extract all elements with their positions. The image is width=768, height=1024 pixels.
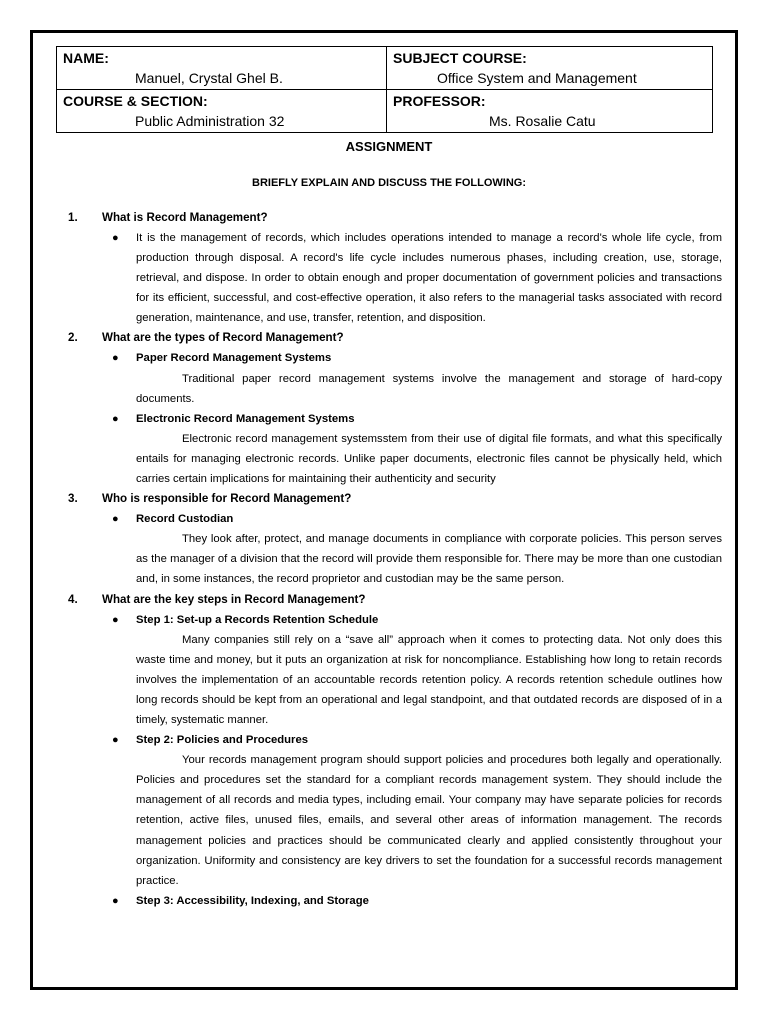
question-number: 3. xyxy=(68,492,78,506)
course-label: COURSE & SECTION: xyxy=(63,93,208,109)
answer-heading: Step 3: Accessibility, Indexing, and Storage xyxy=(136,894,369,907)
answer-heading: Record Custodian xyxy=(136,513,234,526)
name-value: Manuel, Crystal Ghel B. xyxy=(135,70,283,86)
answer-heading: Electronic Record Management Systems xyxy=(136,412,355,425)
answer-text: It is the management of records, which includes operations intended to manage a record's whole life cycle, from production through disposal. A record's life cycle includes numerous phases, including creation, use, storage, retrieval, and dispose. In order to obtain enough and proper documentation of government policies and transactions for its efficient, successful, and cost-effective operation, it also refers to the managerial tasks associated with record generation, maintenance, and use, transfer, retention, and disposition. xyxy=(136,232,722,325)
question-2 xyxy=(56,328,722,348)
assignment-content xyxy=(56,136,722,911)
answer-heading: Step 2: Policies and Procedures xyxy=(136,734,309,747)
bullet-icon: ● xyxy=(112,513,119,526)
answer-text: Traditional paper record management systems involve the management and storage of hard-copy documents. xyxy=(136,372,722,405)
student-info-table xyxy=(56,46,713,133)
bullet-icon: ● xyxy=(112,412,119,425)
bullet-icon: ● xyxy=(112,894,119,907)
question-text: What are the key steps in Record Management? xyxy=(102,592,366,606)
professor-value: Ms. Rosalie Catu xyxy=(489,113,596,129)
list-item xyxy=(112,228,722,328)
answer-heading: Step 1: Set-up a Records Retention Schedule xyxy=(136,613,379,626)
question-3 xyxy=(56,489,722,509)
list-item xyxy=(112,891,722,911)
course-cell xyxy=(57,90,387,133)
subject-value: Office System and Management xyxy=(437,70,637,86)
list-item xyxy=(112,409,722,489)
list-item xyxy=(112,348,722,408)
answer-heading: Paper Record Management Systems xyxy=(136,352,332,365)
answer-text: Your records management program should support policies and procedures both legally and operationally. Policies and procedures set the standard for a compliant records management system. They should include the management of all records and media types, including email. Your company may have separate policies for records retention, active files, unused files, emails, and several other areas of information management. The records management policies and practices should be communicated clearly and applied consistently throughout your organization. Uniformity and consistency are key drivers to set the foundation for a successful records management practice. xyxy=(136,754,722,887)
professor-label: PROFESSOR: xyxy=(393,93,486,109)
question-1 xyxy=(56,208,722,228)
answer-text: Electronic record management systemsstem from their use of digital file formats, and what this specifically entails for managing electronic records. Unlike paper documents, electronic files cannot be physically held, which carries certain implications for maintaining their authenticity and security xyxy=(136,432,722,486)
answer-text: Many companies still rely on a “save all” approach when it comes to protecting data. Not only does this waste time and money, but it puts an organization at risk for noncompliance. Establishing how long to retain records involves the implementation of an accountable records retention policy. A records retention schedule outlines how long records should be kept from an operational and legal standpoint, and that outdated records are disposed of in a timely, systematic manner. xyxy=(136,633,722,726)
subject-cell xyxy=(387,47,713,90)
name-label: NAME: xyxy=(63,50,109,66)
bullet-icon: ● xyxy=(112,232,119,244)
page-title: ASSIGNMENT xyxy=(345,139,433,154)
course-value: Public Administration 32 xyxy=(135,113,285,129)
instructions: BRIEFLY EXPLAIN AND DISCUSS THE FOLLOWING: xyxy=(252,177,526,189)
name-cell xyxy=(57,47,387,90)
bullet-icon: ● xyxy=(112,734,119,747)
subject-label: SUBJECT COURSE: xyxy=(393,50,527,66)
bullet-icon: ● xyxy=(112,613,119,626)
question-number: 2. xyxy=(68,331,78,345)
question-4 xyxy=(56,590,722,610)
professor-cell xyxy=(387,90,713,133)
question-text: Who is responsible for Record Management? xyxy=(102,492,352,506)
question-text: What are the types of Record Management? xyxy=(102,331,344,345)
question-text: What is Record Management? xyxy=(102,211,268,224)
list-item xyxy=(112,509,722,589)
bullet-icon: ● xyxy=(112,352,119,365)
question-number: 4. xyxy=(68,592,78,606)
list-item xyxy=(112,730,722,891)
list-item xyxy=(112,610,722,731)
answer-text: They look after, protect, and manage documents in compliance with corporate policies. This person serves as the manager of a division that the record will provide them responsible for. There may be more than one custodian and, in some instances, the record proprietor and custodian may be the same person. xyxy=(136,533,722,586)
question-number: 1. xyxy=(68,211,78,224)
